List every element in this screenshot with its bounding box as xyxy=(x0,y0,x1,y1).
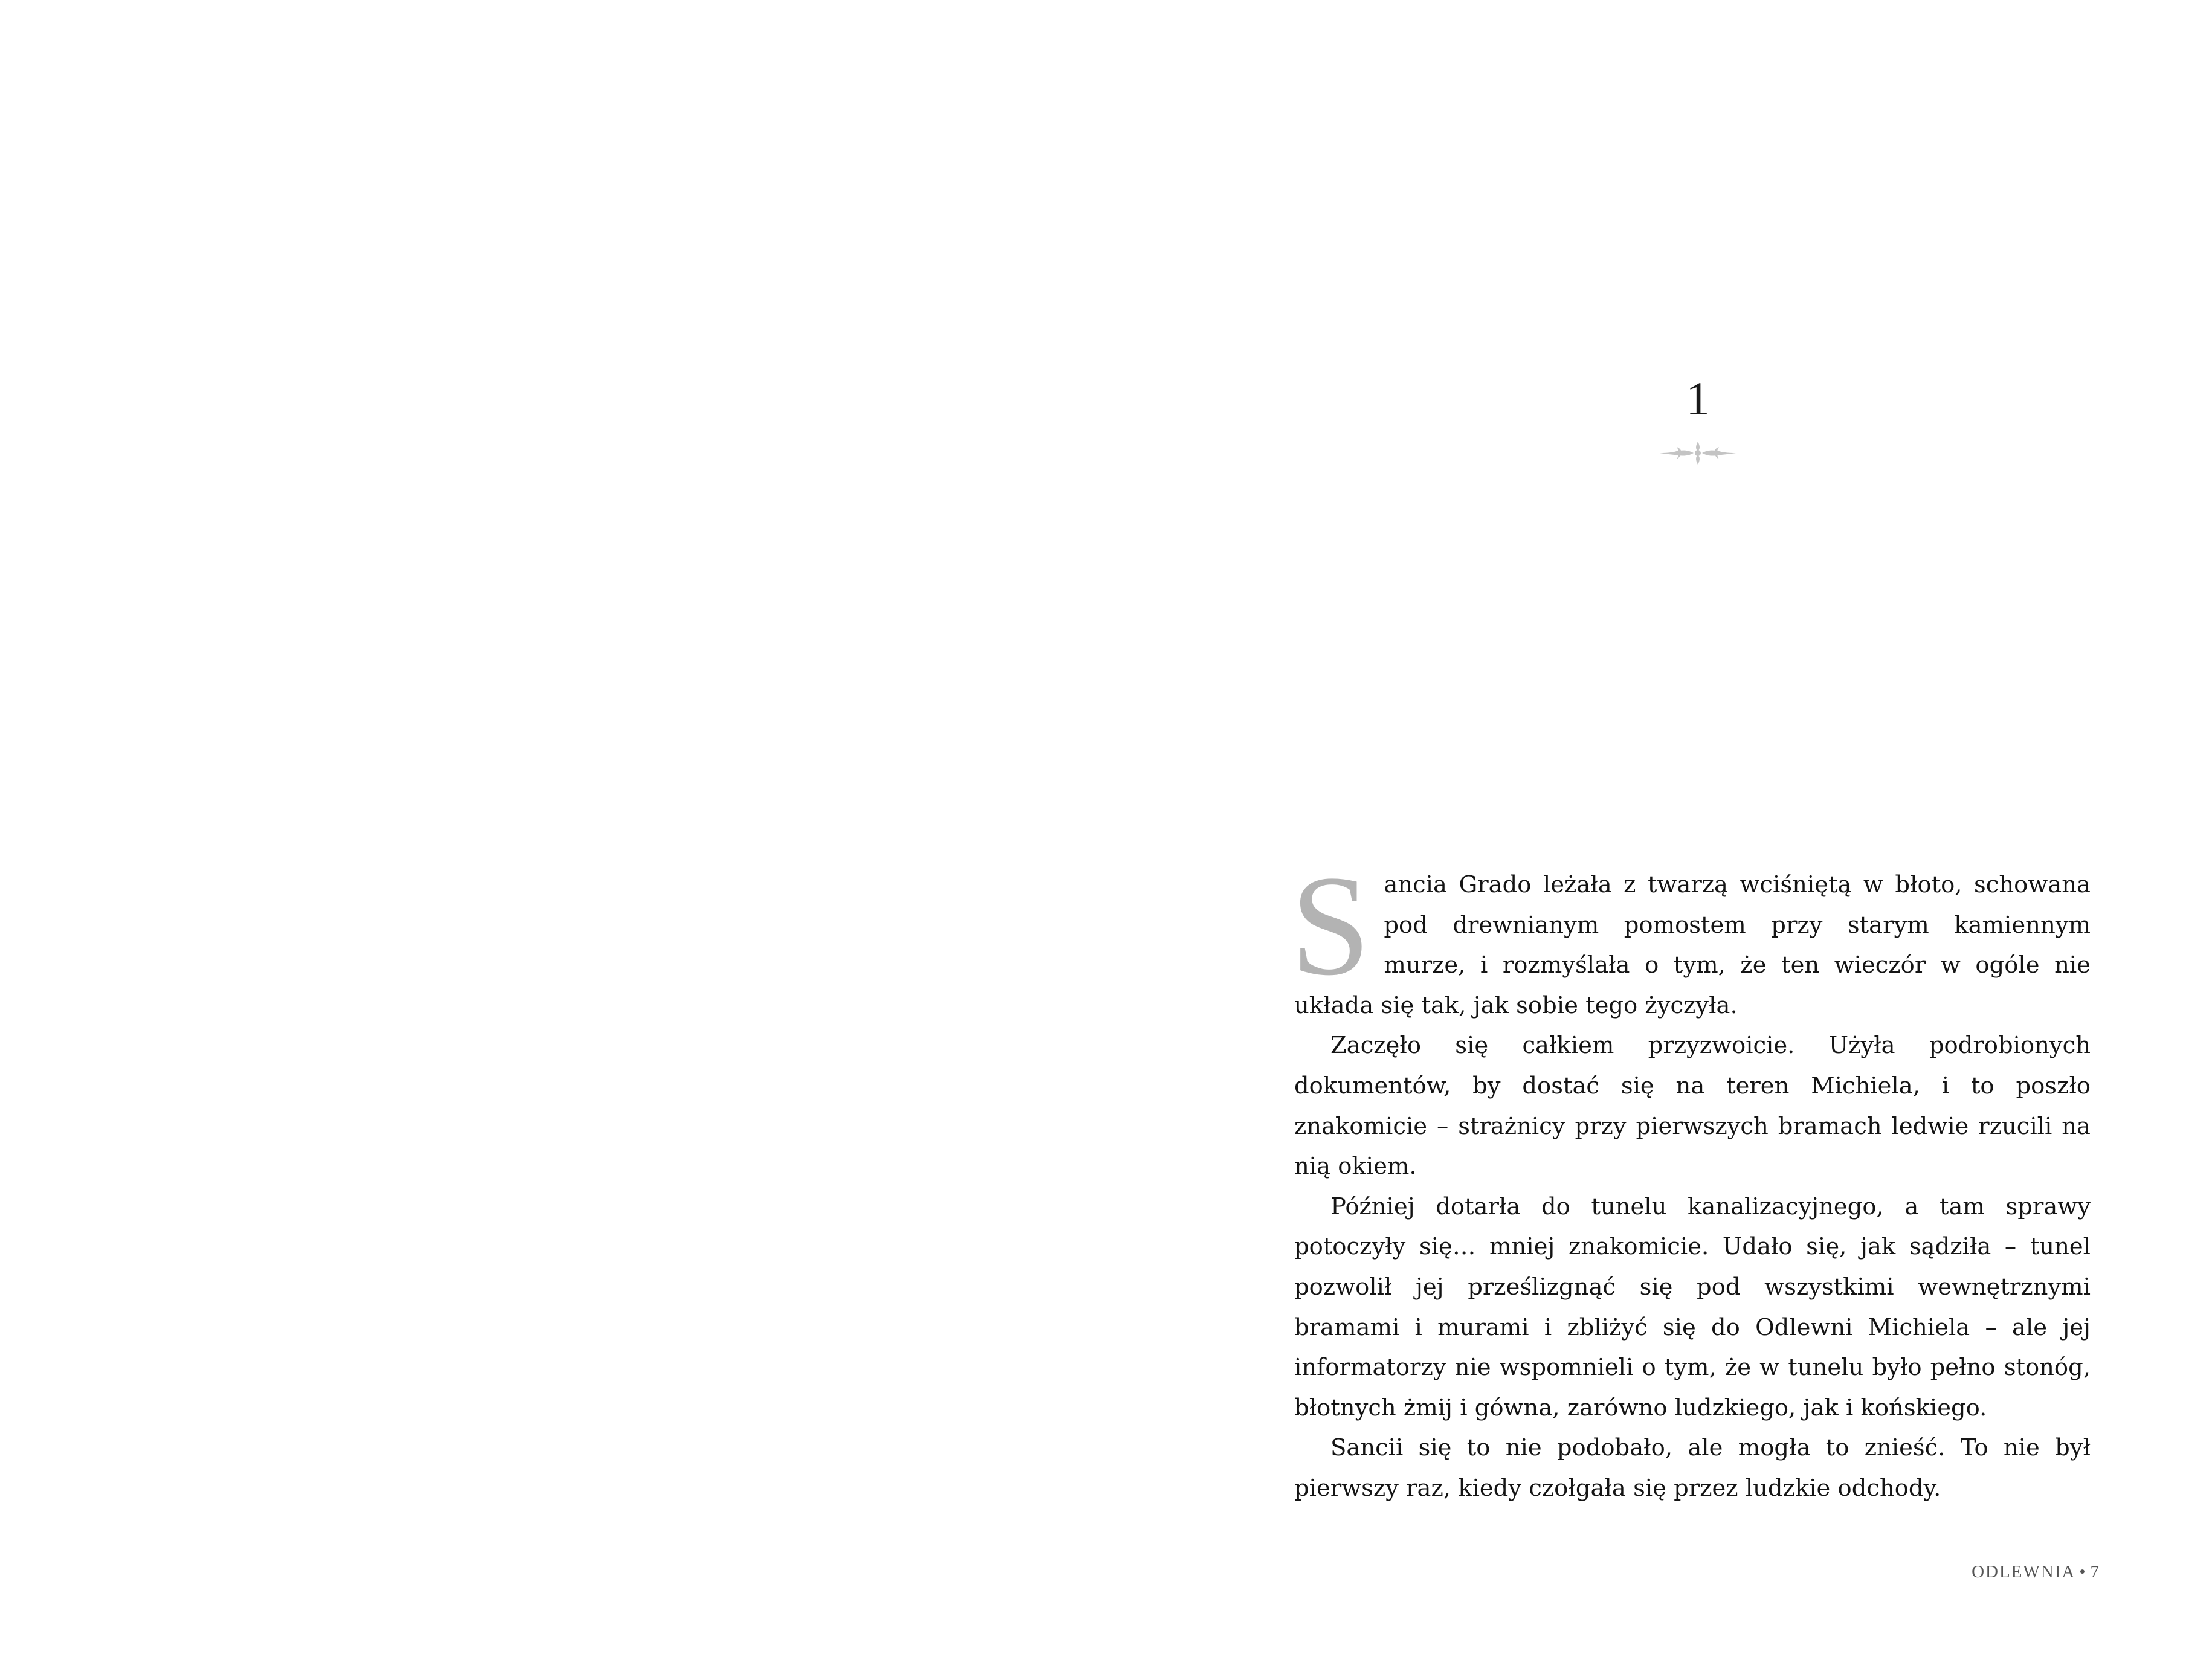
paragraph-text: ancia Grado leżała z twarzą wciśniętą w błoto, schowana pod drewnianym pomostem przy starym kamiennym murze, i rozmyślała o tym, że ten wieczór w ogóle nie układa się tak, jak sobie tego życzyła. xyxy=(1294,871,2091,1019)
footer-separator: • xyxy=(2079,1562,2087,1582)
running-footer xyxy=(1873,1562,2100,1582)
chapter-number: 1 xyxy=(1686,372,1710,425)
paragraph: Zaczęło się całkiem przyzwoicie. Użyła podrobionych dokumentów, by dostać się na teren Michiela, i to poszło znakomicie – strażnicy przy pierwszych bramach ledwie rzucili na nią okiem. xyxy=(1294,1032,2091,1180)
footer-book-title: ODLEWNIA xyxy=(1972,1562,2076,1582)
paragraph: Później dotarła do tunelu kanalizacyjnego, a tam sprawy potoczyły się… mniej znakomicie. Udało się, jak sądziła – tunel pozwolił jej prześlizgnąć się pod wszystkimi wewnętrznymi bramami i murami i zbliżyć się do Odlewni Michiela – ale jej informatorzy nie wspomnieli o tym, że w tunelu było pełno stonóg, błotnych żmij i gówna, zarówno ludzkiego, jak i końskiego. xyxy=(1294,1193,2091,1421)
paragraph: Sancii się to nie podobało, ale mogła to znieść. To nie był pierwszy raz, kiedy czołgała się przez ludzkie odchody. xyxy=(1294,1434,2091,1502)
page-number: 7 xyxy=(2090,1562,2100,1582)
drop-cap: S xyxy=(1291,846,1371,1005)
chapter-body-text xyxy=(1291,846,2091,1509)
fleuron-ornament-icon xyxy=(1659,438,1737,468)
paragraph xyxy=(1291,846,2091,1026)
